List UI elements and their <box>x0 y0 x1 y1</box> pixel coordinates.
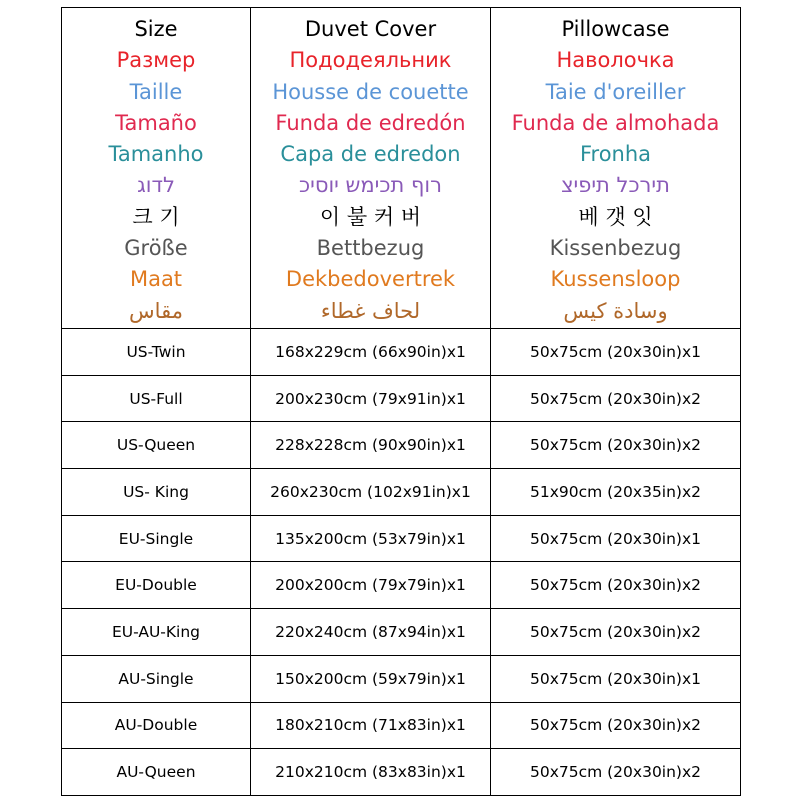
pillowcase-label-translation: Funda de almohada <box>511 110 720 135</box>
duvet-size-cell: 150x200cm (59x79in)x1 <box>251 655 491 702</box>
pillowcase-size-cell: 50x75cm (20x30in)x2 <box>491 609 741 656</box>
duvet-size-cell: 168x229cm (66x90in)x1 <box>251 329 491 376</box>
duvet-cover-label-translation: Bettbezug <box>316 236 425 261</box>
pillowcase-label-translation: Kussensloop <box>550 267 681 292</box>
duvet-size-cell: 135x200cm (53x79in)x1 <box>251 515 491 562</box>
size-table-body <box>62 8 741 796</box>
table-row <box>62 609 741 656</box>
duvet-size-cell: 180x210cm (71x83in)x1 <box>251 702 491 749</box>
pillowcase-size-cell: 50x75cm (20x30in)x2 <box>491 702 741 749</box>
pillowcase-label-translation: תירכל תיפיצ <box>561 173 670 198</box>
pillowcase-label-translation: 베 갯 잇 <box>578 204 653 229</box>
size-cell: US-Full <box>62 375 251 422</box>
table-row <box>62 562 741 609</box>
table-row <box>62 469 741 516</box>
duvet-cover-label: Duvet Cover <box>304 17 437 41</box>
size-label-translation: Размер <box>116 48 196 73</box>
pillowcase-label: Pillowcase <box>561 17 670 41</box>
duvet-cover-label-translation: Funda de edredón <box>275 110 466 135</box>
pillowcase-label-translation: Наволочка <box>556 48 675 73</box>
pillowcase-size-cell: 51x90cm (20x35in)x2 <box>491 469 741 516</box>
size-table <box>61 7 741 796</box>
pillowcase-label-translation: Kissenbezug <box>549 236 682 261</box>
duvet-cover-label-translation: 이 불 커 버 <box>319 204 422 229</box>
size-label-translation: Größe <box>124 236 188 261</box>
duvet-size-cell: 210x210cm (83x83in)x1 <box>251 749 491 796</box>
size-cell: AU-Queen <box>62 749 251 796</box>
duvet-size-cell: 200x200cm (79x79in)x1 <box>251 562 491 609</box>
duvet-size-cell: 220x240cm (87x94in)x1 <box>251 609 491 656</box>
pillowcase-label-translation: Taie d'oreiller <box>545 79 686 104</box>
size-label-translation: Maat <box>129 267 183 292</box>
header-row <box>62 8 741 329</box>
size-cell: EU-AU-King <box>62 609 251 656</box>
table-row <box>62 422 741 469</box>
duvet-cover-label-translation: רוף תכימש יוסיכ <box>299 173 442 198</box>
size-label-translation: 크 기 <box>132 204 180 229</box>
pillowcase-size-cell: 50x75cm (20x30in)x2 <box>491 562 741 609</box>
table-row <box>62 655 741 702</box>
size-cell: US-Queen <box>62 422 251 469</box>
pillowcase-size-cell: 50x75cm (20x30in)x1 <box>491 329 741 376</box>
header-duvet-cell <box>251 8 491 329</box>
pillowcase-size-cell: 50x75cm (20x30in)x2 <box>491 375 741 422</box>
table-row <box>62 749 741 796</box>
size-cell: US-Twin <box>62 329 251 376</box>
size-cell: AU-Single <box>62 655 251 702</box>
size-cell: EU-Single <box>62 515 251 562</box>
size-label: Size <box>134 17 178 41</box>
pillowcase-size-cell: 50x75cm (20x30in)x2 <box>491 422 741 469</box>
size-label-translation: مقاس <box>129 298 183 323</box>
duvet-size-cell: 260x230cm (102x91in)x1 <box>251 469 491 516</box>
duvet-size-cell: 200x230cm (79x91in)x1 <box>251 375 491 422</box>
size-chart <box>61 7 740 792</box>
size-cell: AU-Double <box>62 702 251 749</box>
pillowcase-label-translation: وسادة كيس <box>563 298 668 323</box>
table-row <box>62 375 741 422</box>
table-row <box>62 515 741 562</box>
pillowcase-size-cell: 50x75cm (20x30in)x1 <box>491 655 741 702</box>
duvet-cover-label-translation: Dekbedovertrek <box>285 267 456 292</box>
size-label-translation: Taille <box>129 79 183 104</box>
header-size-cell <box>62 8 251 329</box>
header-pillow-cell <box>491 8 741 329</box>
pillowcase-label-translation: Fronha <box>579 142 652 167</box>
pillowcase-size-cell: 50x75cm (20x30in)x1 <box>491 515 741 562</box>
duvet-cover-label-translation: Housse de couette <box>272 79 469 104</box>
duvet-size-cell: 228x228cm (90x90in)x1 <box>251 422 491 469</box>
size-cell: EU-Double <box>62 562 251 609</box>
duvet-cover-label-translation: لحاف غطاء <box>320 298 421 323</box>
size-cell: US- King <box>62 469 251 516</box>
table-row <box>62 702 741 749</box>
duvet-cover-label-translation: Capa de edredon <box>280 142 461 167</box>
size-label-translation: Tamanho <box>108 142 204 167</box>
pillowcase-size-cell: 50x75cm (20x30in)x2 <box>491 749 741 796</box>
size-label-translation: Tamaño <box>115 110 197 135</box>
duvet-cover-label-translation: Пододеяльник <box>289 48 452 73</box>
size-label-translation: לדוג <box>137 173 175 198</box>
table-row <box>62 329 741 376</box>
